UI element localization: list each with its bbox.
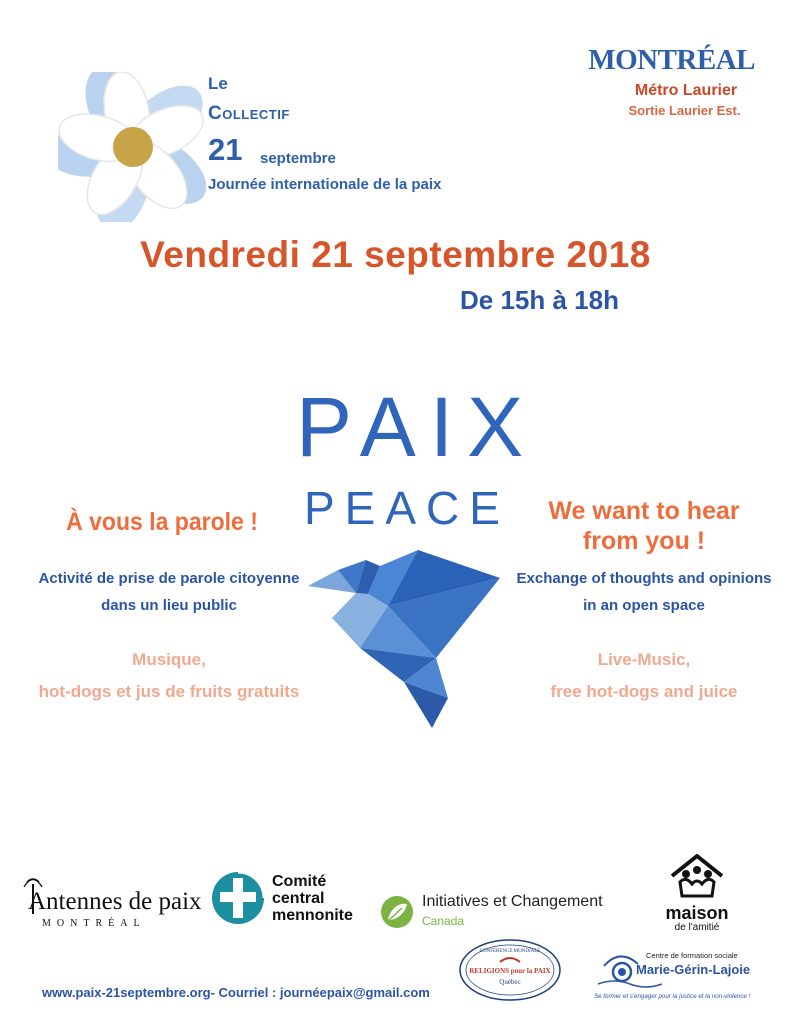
footer-contact: www.paix-21septembre.org- Courriel : journéepaix@gmail.com [42, 985, 430, 1000]
event-time: De 15h à 18h [460, 285, 619, 315]
marie-gerin-lajoie-logo-icon [590, 944, 790, 1008]
english-heading-line1: We want to hear [548, 497, 740, 525]
english-music-line2: free hot-dogs and juice [550, 682, 738, 701]
flower-logo-icon [58, 72, 208, 222]
dove-icon [308, 548, 508, 730]
french-music-line2: hot-dogs et jus de fruits gratuits [38, 682, 300, 701]
antennes-de-paix-sub: MONTRÉAL [42, 918, 146, 929]
english-music-line1: Live-Music, [597, 650, 691, 669]
location-metro: Métro Laurier [634, 82, 738, 99]
collectif-title: Collectif [208, 103, 290, 124]
collectif-journee: Journée internationale de la paix [208, 176, 442, 193]
initiatives-sub: Canada [422, 914, 465, 928]
english-heading-line2: from you ! [582, 527, 706, 555]
french-activity-line1: Activité de prise de parole citoyenne [38, 570, 300, 587]
collectif-number: 21 [208, 132, 243, 167]
collectif-le: Le [208, 74, 228, 93]
english-activity-line1: Exchange of thoughts and opinions [516, 570, 772, 587]
mcc-line2: central [272, 890, 325, 907]
svg-text:Marie-Gérin-Lajoie: Marie-Gérin-Lajoie [636, 962, 751, 977]
maison-name: maison [665, 903, 729, 923]
location-city: MONTRÉAL [588, 44, 755, 76]
svg-text:RELIGIONS pour la PAIX: RELIGIONS pour la PAIX [469, 967, 551, 975]
mcc-line3: mennonite [272, 907, 353, 924]
mcc-line1: Comité [272, 873, 327, 890]
french-music-line1: Musique, [132, 650, 206, 669]
english-activity-line2: in an open space [583, 597, 705, 614]
mcc-cross-icon [210, 870, 266, 926]
paix-title: PAIX [296, 380, 538, 474]
french-heading: À vous la parole ! [66, 508, 258, 536]
svg-text:CONFÉRENCE MONDIALE: CONFÉRENCE MONDIALE [479, 949, 541, 954]
svg-text:Se former et s'engager pour la: Se former et s'engager pour la justice et la non-violence ! [594, 993, 751, 1000]
initiatives-leaf-icon [380, 895, 414, 929]
collectif-septembre: septembre [260, 150, 336, 167]
peace-title: PEACE [304, 482, 510, 534]
initiatives-name: Initiatives et Changement [422, 893, 603, 910]
maison-house-icon [666, 852, 728, 902]
french-activity-line2: dans un lieu public [101, 597, 237, 614]
svg-text:Centre de formation sociale: Centre de formation sociale [646, 951, 738, 960]
event-date: Vendredi 21 septembre 2018 [140, 234, 651, 275]
religions-pour-la-paix-seal-icon [456, 938, 564, 1002]
antennes-de-paix-name: Antennes de paix [28, 888, 202, 915]
svg-text:Québec: Québec [499, 978, 521, 986]
location-sortie: Sortie Laurier Est. [628, 103, 741, 118]
maison-sub: de l'amitié [674, 922, 720, 933]
